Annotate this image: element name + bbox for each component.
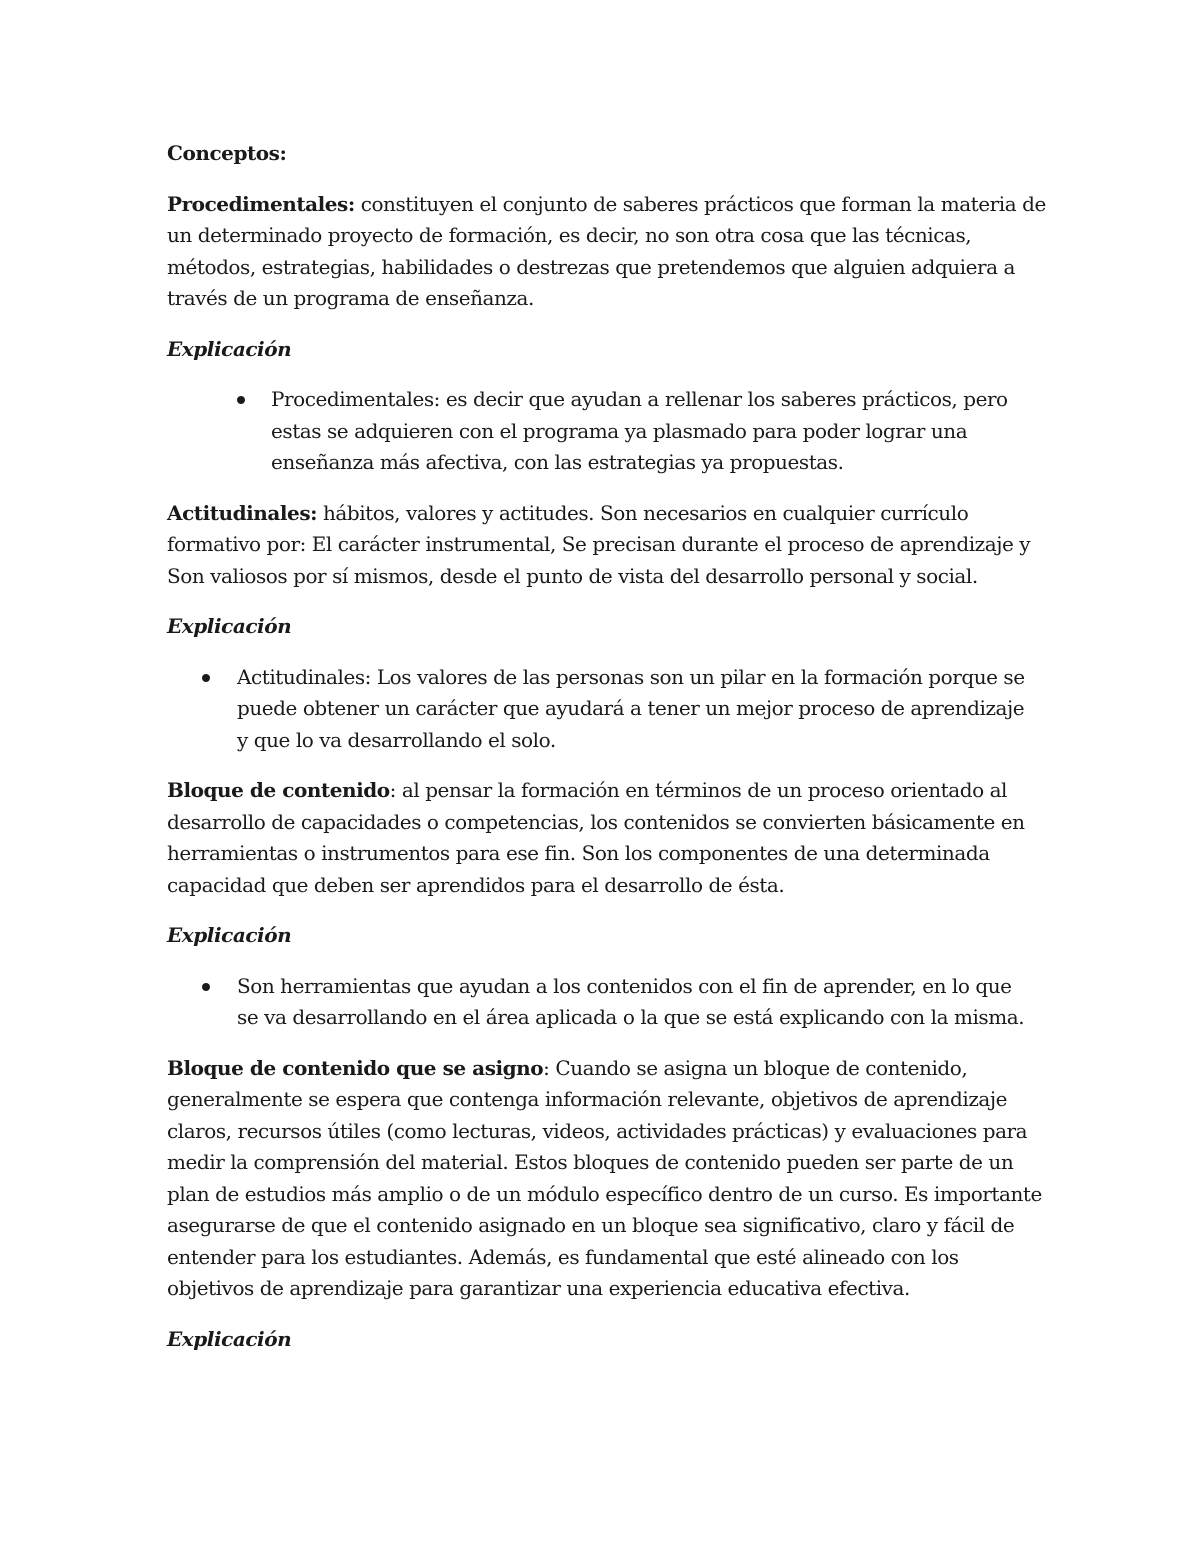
term-actitudinales: Actitudinales:: [167, 500, 318, 525]
definition-text-bloque-de-contenido: : al pensar la formación en términos de un proceso orientado al desarrollo de capacidades o competencias, los contenidos se convierten básicamente en herramientas o instrumentos para ese fin. Son los componentes de una determinada capacidad que deben ser aprendidos para el desarrollo de ésta.: [167, 778, 1025, 897]
bullet-text-actitudinales: Actitudinales: Los valores de las personas son un pilar en la formación porque se puede obtener un carácter que ayudará a tener un mejor proceso de aprendizaje y que lo va desarrollando el solo.: [237, 664, 1025, 752]
bullet-item-procedimentales: [167, 384, 1047, 479]
definition-paragraph-bloque-asignado: [167, 1053, 1047, 1305]
term-bloque-asignado: Bloque de contenido que se asigno: [167, 1055, 544, 1080]
definition-paragraph-procedimentales: [167, 189, 1047, 315]
term-procedimentales: Procedimentales:: [167, 191, 355, 216]
bullet-item-bloque-de-contenido: [167, 971, 1047, 1034]
bullet-item-actitudinales: [167, 662, 1047, 757]
bullet-icon: [237, 396, 245, 404]
bullet-text-bloque-de-contenido: Son herramientas que ayudan a los contenidos con el fin de aprender, en lo que se va desarrollando en el área aplicada o la que se está explicando con la misma.: [237, 973, 1025, 1029]
definition-text-bloque-asignado: : Cuando se asigna un bloque de contenido, generalmente se espera que contenga información relevante, objetivos de aprendizaje claros, recursos útiles (como lecturas, videos, actividades prácticas) y evaluaciones para medir la comprensión del material. Estos bloques de contenido pueden ser parte de un plan de estudios más amplio o de un módulo específico dentro de un curso. Es importante asegurarse de que el contenido asignado en un bloque sea significativo, claro y fácil de entender para los estudiantes. Además, es fundamental que esté alineado con los objetivos de aprendizaje para garantizar una experiencia educativa efectiva.: [167, 1055, 1042, 1300]
term-bloque-de-contenido: Bloque de contenido: [167, 778, 390, 802]
definition-paragraph-actitudinales: [167, 498, 1047, 593]
definition-text-actitudinales: hábitos, valores y actitudes. Son necesarios en cualquier currículo formativo por: El carácter instrumental, Se precisan durante el proceso de aprendizaje y Son valiosos por sí mismos, desde el punto de vista del desarrollo personal y social.: [167, 500, 1031, 588]
document-title: Conceptos:: [167, 141, 287, 165]
explanation-heading-procedimentales: Explicación: [167, 336, 292, 361]
explanation-heading-bloque-de-contenido: Explicación: [167, 923, 292, 947]
explanation-heading-bloque-asignado: Explicación: [167, 1326, 292, 1351]
bullet-text-procedimentales: Procedimentales: es decir que ayudan a rellenar los saberes prácticos, pero estas se adquieren con el programa ya plasmado para poder lograr una enseñanza más afectiva, con las estrategias ya propuestas.: [271, 387, 1008, 474]
bullet-icon: [202, 983, 210, 991]
explanation-heading-actitudinales: Explicación: [167, 614, 292, 638]
document-page: [167, 138, 1047, 1374]
bullet-icon: [202, 674, 210, 682]
definition-text-procedimentales: constituyen el conjunto de saberes prácticos que forman la materia de un determinado proyecto de formación, es decir, no son otra cosa que las técnicas, métodos, estrategias, habilidades o destrezas que pretendemos que alguien adquiera a través de un programa de enseñanza.: [167, 191, 1046, 310]
definition-paragraph-bloque-de-contenido: [167, 775, 1047, 901]
